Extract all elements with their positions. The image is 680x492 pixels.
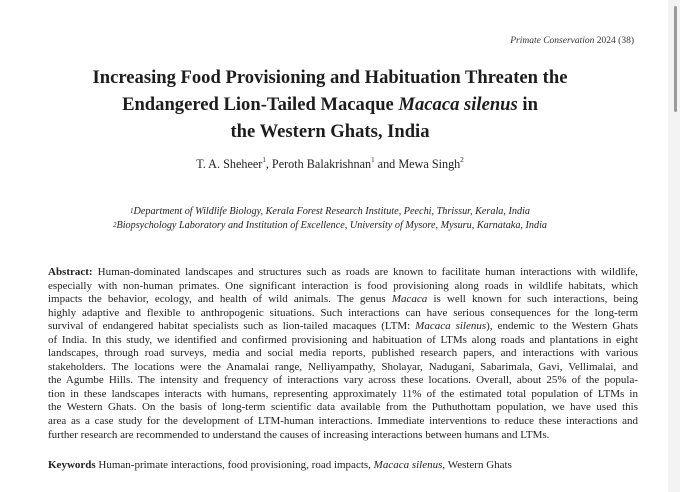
author-1: T. A. Sheheer <box>196 157 263 171</box>
abstract-line: area as a case study for the development of LTM-human interactions. Immediate interventions to reduce these interactions and <box>48 415 638 428</box>
journal-year-issue: 2024 (38) <box>596 36 634 46</box>
author-list <box>40 157 620 172</box>
affiliation-2-number: 2 <box>112 221 117 229</box>
keywords-species: Macaca silenus <box>373 459 443 471</box>
abstract <box>48 266 638 442</box>
affiliation-1-number: 1 <box>129 207 134 215</box>
title-species: Macaca silenus <box>398 94 518 115</box>
keywords-text: Human-primate interactions, food provisioning, road impacts, <box>95 459 374 471</box>
abstract-line: especially with non-human primates. One significant interaction is food provisioning along roads in wildlife habitats, which <box>48 279 638 292</box>
author-3-affil: 2 <box>460 156 464 164</box>
journal-header <box>510 36 634 46</box>
abstract-line <box>48 293 638 307</box>
author-1-affil: 1 <box>262 156 266 164</box>
title-line-2 <box>40 91 620 118</box>
abstract-line <box>48 320 638 334</box>
title-line-1: Increasing Food Provisioning and Habituation Threaten the <box>92 67 568 88</box>
keywords-text-end: , Western Ghats <box>442 459 512 471</box>
abstract-line: of India. In this study, we identified and confirmed provisioning and habituation of LTMs along roads and plantations in eight <box>48 333 638 346</box>
abstract-line: landscapes, through road surveys, media and social media reports, published research papers, and interactions with various <box>48 347 638 360</box>
author-2-affil: 1 <box>371 156 375 164</box>
affiliation-1-text: Department of Wildlife Biology, Kerala Forest Research Institute, Peechi, Thrissur, Kerala, India <box>133 206 530 217</box>
abstract-label: Abstract: <box>48 266 93 278</box>
abstract-text: survival of endangered habitat specialists such as lion-tailed macaques (LTM: <box>48 320 416 333</box>
affiliation-2 <box>40 219 620 233</box>
abstract-text: impacts the behavior, ecology, and health of wild animals. The genus <box>48 293 392 306</box>
abstract-text: ), endemic to the Western Ghats <box>486 320 638 333</box>
abstract-line: further research are recommended to understand the causes of increasing interactions between humans and LTMs. <box>48 428 550 441</box>
scrollbar-track[interactable] <box>668 0 680 492</box>
journal-name: Primate Conservation <box>510 36 595 46</box>
author-sep-2: and <box>374 157 399 171</box>
title-line-2-text: Endangered Lion-Tailed Macaque <box>122 94 399 115</box>
keywords <box>48 459 638 473</box>
abstract-line <box>48 266 638 280</box>
affiliation-2-text: Biopsychology Laboratory and Institution of Excellence, University of Mysore, Mysuru, Karnataka, India <box>116 220 548 231</box>
paper-title <box>40 64 620 145</box>
abstract-text: Human-dominated landscapes and structures such as roads are known to facilitate human interactions with wildlife, <box>92 266 638 278</box>
abstract-genus: Macaca <box>391 293 428 306</box>
affiliations <box>40 205 620 233</box>
abstract-species: Macaca silenus <box>415 320 487 333</box>
author-sep-1: , <box>265 157 272 171</box>
title-line-2-end: in <box>517 94 538 115</box>
abstract-line: the Western Ghats. On the basis of long-term scientific data available from the Puthuthottam population, we have used this <box>48 401 638 414</box>
abstract-text: is well known for such interactions, being <box>427 293 638 306</box>
author-3: Mewa Singh <box>398 157 461 171</box>
affiliation-1 <box>40 205 620 219</box>
abstract-line: the Agumbe Hills. The intensity and frequency of interactions vary across these locations. Overall, about 25% of the popula- <box>48 374 638 387</box>
abstract-line: tion in these landscapes interacts with humans, representing approximately 11% of the estimated total population of LTMs in <box>48 387 638 400</box>
author-2: Peroth Balakrishnan <box>271 157 372 171</box>
scrollbar-thumb[interactable] <box>674 6 677 112</box>
title-line-3: the Western Ghats, India <box>230 121 430 142</box>
keywords-label: Keywords <box>48 459 96 471</box>
abstract-line: stakeholders. The locations were the Anamalai range, Nelliyampathy, Sholayar, Nadugani, Sabarimala, Gavi, Vellimalai, and <box>48 360 638 373</box>
abstract-line: highly adaptive and flexible to anthropogenic situations. Such interactions can have serious consequences for the long-term <box>48 306 638 319</box>
